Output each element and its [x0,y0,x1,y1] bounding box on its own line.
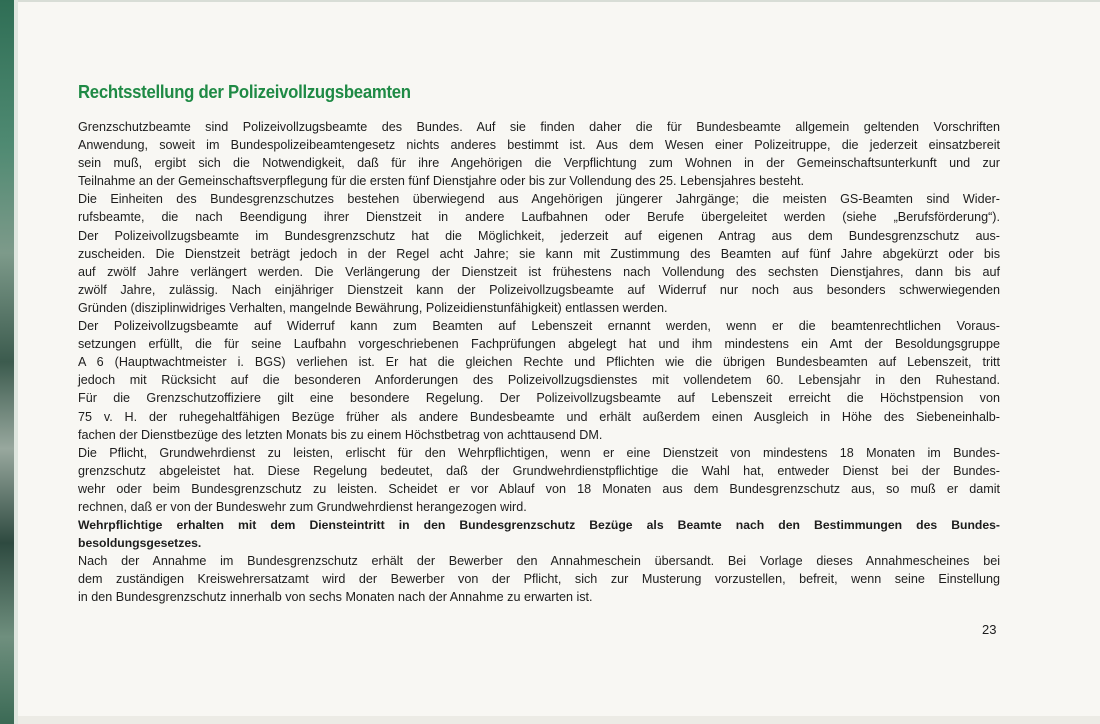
text-line: zuscheiden. Die Dienstzeit beträgt jedoch in der Regel acht Jahre; sie kann mit Zustimmung des Beamten auf fünf Jahre abgekürzt oder bis [78,246,1000,261]
text-line: Die Pflicht, Grundwehrdienst zu leisten, erlischt für den Wehrpflichtigen, wenn er eine Dienstzeit von mindestens 18 Monaten im Bundes- [78,445,1000,460]
bold-text-line: besoldungsgesetzes. [78,536,202,551]
bold-text-line: Wehrpflichtige erhalten mit dem Diensteintritt in den Bundesgrenzschutz Bezüge als Beamte nach den Bestimmungen des Bundes- [78,518,1000,533]
text-line: auf zwölf Jahre verlängert werden. Die Verlängerung der Dienstzeit ist frühestens nach Vollendung des sechsten Dienstjahres, dann bis auf [78,264,1000,279]
page-number: 23 [982,622,997,637]
text-line: A 6 (Hauptwachtmeister i. BGS) verliehen ist. Er hat die gleichen Rechte und Pflichten wie die übrigen Bundesbeamten auf Lebenszeit, tritt [78,355,1000,370]
text-line: jedoch mit Rücksicht auf die besonderen Anforderungen des Polizeivollzugsdienstes mit vollendetem 60. Lebensjahr in den Ruhestand. [78,373,1000,388]
text-line: Grenzschutzbeamte sind Polizeivollzugsbeamte des Bundes. Auf sie finden daher die für Bundesbeamte allgemein geltenden Vorschriften [78,120,1000,134]
text-line: 75 v. H. der ruhegehaltfähigen Bezüge früher als andere Bundesbeamte und erhält außerdem einen Ausgleich in Höhe des Siebeneinhalb- [78,409,1000,424]
text-line: Anwendung, soweit im Bundespolizeibeamtengesetz nichts anderes bestimmt ist. Aus dem Wesen einer Polizeitruppe, die jederzeit einsatzbereit [78,138,1000,153]
text-line: in den Bundesgrenzschutz innerhalb von sechs Monaten nach der Annahme zu erwarten ist. [78,590,593,605]
text-line: rufsbeamte, die nach Beendigung ihrer Dienstzeit in andere Laufbahnen oder Berufe übergeleitet werden (siehe „Berufsförderung“). [78,210,1000,225]
text-line: dem zuständigen Kreiswehrersatzamt wird der Bewerber von der Pflicht, sich zur Musterung vorzustellen, befreit, wenn seine Einstellung [78,572,1000,587]
text-line: zwölf Jahre, zulässig. Nach einjähriger Dienstzeit kann der Polizeivollzugsbeamte auf Widerruf nur noch aus besonders schwerwiegenden [78,282,1000,297]
page-top-edge [18,0,1100,2]
text-line: Gründen (disziplinwidriges Verhalten, mangelnde Bewährung, Polizeidienstunfähigkeit) entlassen werden. [78,300,668,315]
text-line: fachen der Dienstbezüge des letzten Monats bis zu einem Höchstbetrag von achttausend DM. [78,427,603,442]
text-line: Teilnahme an der Gemeinschaftsverpflegung für die ersten fünf Dienstjahre oder bis zur Vollendung des 25. Lebensjahres besteht. [78,174,804,189]
page-bottom-edge [18,716,1100,724]
text-line: rechnen, daß er von der Bundeswehr zum Grundwehrdienst herangezogen wird. [78,499,527,514]
text-line: Für die Grenzschutzoffiziere gilt eine besondere Regelung. Der Polizeivollzugsbeamte auf Lebenszeit erreicht die Höchstpension von [78,391,1000,406]
text-line: setzungen erfüllt, die für seine Laufbahn vorgeschriebenen Fachprüfungen abgelegt hat und ihm mindestens ein Amt der Besoldungsgruppe [78,337,1000,352]
text-line: sein muß, ergibt sich die Notwendigkeit, daß für ihre Angehörigen die Verpflichtung zum Wohnen in der Gemeinschaftsunterkunft und zur [78,156,1000,171]
body-text [78,118,1000,607]
page-gutter [14,0,18,724]
text-line: Nach der Annahme im Bundesgrenzschutz erhält der Bewerber den Annahmeschein übersandt. Bei Vorlage dieses Annahmescheines bei [78,554,1000,569]
text-line: Die Einheiten des Bundesgrenzschutzes bestehen überwiegend aus Angehörigen jüngerer Jahrgänge; die meisten GS-Beamten sind Wider- [78,192,1000,207]
text-line: wehr oder beim Bundesgrenzschutz zu leisten. Scheidet er vor Ablauf von 18 Monaten aus dem Bundesgrenzschutz aus, so muß er damit [78,481,1000,496]
photo-strip-left-edge [0,0,14,724]
page-title: Rechtsstellung der Polizeivollzugsbeamten [78,82,411,102]
text-line: Der Polizeivollzugsbeamte auf Widerruf kann zum Beamten auf Lebenszeit ernannt werden, wenn er die beamtenrechtlichen Voraus- [78,319,1000,334]
text-line: grenzschutz abgeleistet hat. Diese Regelung bedeutet, daß der Grundwehrdienstpflichtige die Wahl hat, entweder Dienst bei der Bundes- [78,463,1000,478]
text-line: Der Polizeivollzugsbeamte im Bundesgrenzschutz hat die Möglichkeit, jederzeit auf eigenen Antrag aus dem Bundesgrenzschutz aus- [78,228,1000,243]
